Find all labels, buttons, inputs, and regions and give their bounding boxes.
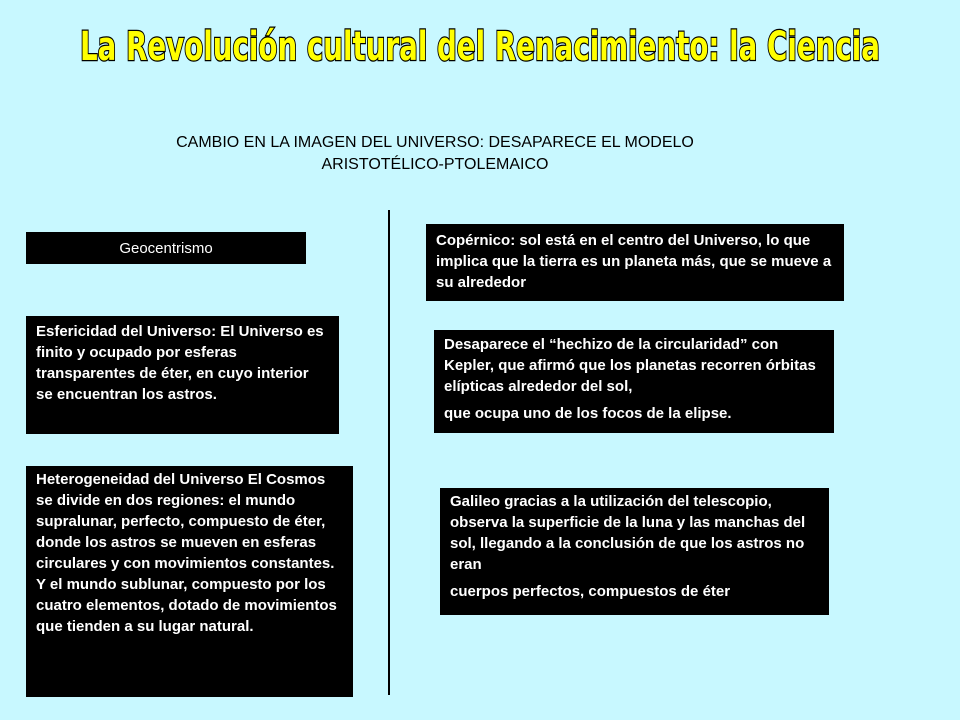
subtitle-line-2: ARISTOTÉLICO-PTOLEMAICO [321, 156, 549, 173]
copernico-text: : sol está en el centro del Universo, lo que implica que la tierra es un planeta más, que se mueve a su alrededor [436, 232, 832, 291]
galileo-box [440, 488, 829, 615]
heterogeneidad-text: El Cosmos se divide en dos regiones: el mundo supralunar, perfecto, compuesto de éter, donde los astros se mueven en esferas circulares y con movimientos constantes. Y el mundo sublunar, compuesto por los cuatro elementos, dotado de movimientos que tienden a su lugar natural. [36, 471, 337, 635]
galileo-text-1: gracias a la utilización del telescopio, observa la superficie de la luna y las manchas del sol, llegando a la conclusión de que los astros no eran [450, 493, 806, 573]
column-divider [388, 210, 390, 695]
kepler-text-1: Desaparece el “hechizo de la circularidad” con [444, 336, 779, 353]
kepler-text-2: , que afirmó que los planetas recorren órbitas elípticas alrededor del sol, [444, 357, 816, 395]
geocentrismo-label: Geocentrismo [119, 240, 213, 257]
page-title-text: La Revolución cultural del Renacimiento: la Ciencia [80, 24, 880, 70]
heterogeneidad-lead: Heterogeneidad del Universo [36, 471, 244, 488]
geocentrismo-box [26, 232, 306, 264]
subtitle [100, 132, 770, 176]
esfericidad-text: : El Universo es finito y ocupado por esferas transparentes de éter, en cuyo interior se encuentran los astros. [36, 323, 324, 403]
kepler-box [434, 330, 834, 433]
subtitle-line-1: CAMBIO EN LA IMAGEN DEL UNIVERSO: DESAPARECE EL MODELO [176, 134, 694, 151]
page-title [60, 8, 900, 80]
galileo-lead: Galileo [450, 493, 501, 510]
copernico-lead: Copérnico [436, 232, 511, 249]
esfericidad-box [26, 316, 339, 434]
esfericidad-lead: Esfericidad del Universo [36, 323, 212, 340]
galileo-text-2: cuerpos perfectos, compuestos de éter [450, 583, 731, 600]
kepler-lead: Kepler [444, 357, 490, 374]
heterogeneidad-box [26, 466, 353, 697]
kepler-text-3: que ocupa uno de los focos de la elipse. [444, 405, 732, 422]
copernico-box [426, 224, 844, 301]
